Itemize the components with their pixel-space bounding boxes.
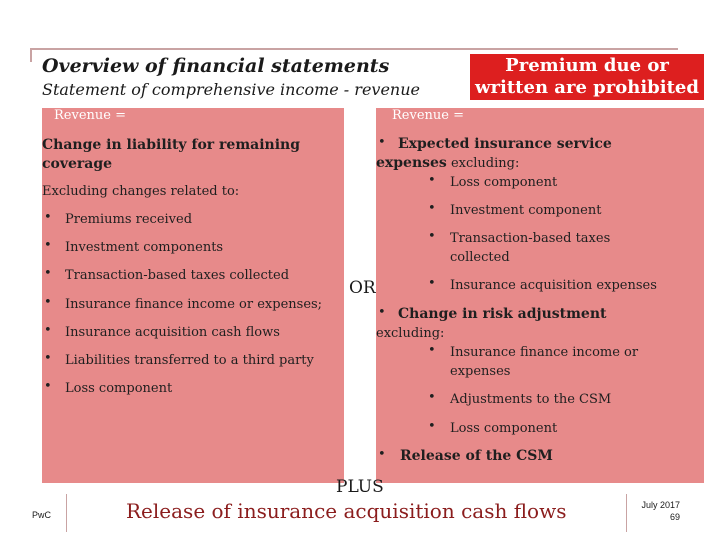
slide-subtitle: Statement of comprehensive income - revenue — [42, 80, 420, 99]
bullet-icon: • — [44, 295, 52, 310]
bullet-icon: • — [428, 276, 436, 291]
bullet-icon: • — [428, 419, 436, 434]
left-heading-line2: coverage — [42, 156, 113, 172]
risk-line1: Change in risk adjustment — [398, 306, 607, 322]
left-revenue-panel — [42, 108, 344, 483]
expected-item: Insurance acquisition expenses — [450, 278, 657, 293]
bullet-icon: • — [428, 173, 436, 188]
expected-item: Loss component — [450, 175, 558, 190]
expected-item: Transaction-based taxes — [450, 231, 611, 246]
expected-expenses-heading — [376, 135, 702, 173]
pwc-logo: PwC — [32, 510, 52, 520]
right-revenue-panel — [376, 108, 704, 483]
left-item: Insurance finance income or expenses; — [65, 297, 323, 312]
left-item: Insurance acquisition cash flows — [65, 325, 280, 340]
bullet-icon: • — [378, 305, 386, 320]
header-rule-tick — [30, 48, 32, 62]
risk-item: Loss component — [450, 421, 558, 436]
bullet-icon: • — [44, 379, 52, 394]
bullet-icon: • — [428, 343, 436, 358]
left-item: Liabilities transferred to a third party — [65, 353, 314, 368]
left-item: Transaction-based taxes collected — [65, 268, 290, 283]
premium-callout — [470, 54, 704, 100]
risk-item-cont: expenses — [450, 364, 511, 379]
premium-callout-line1: Premium due or — [505, 55, 669, 76]
bullet-icon: • — [378, 447, 386, 462]
premium-callout-line2: written are prohibited — [475, 77, 699, 98]
bullet-icon: • — [44, 323, 52, 338]
left-item: Loss component — [65, 381, 173, 396]
expected-item-cont: collected — [450, 250, 510, 265]
bullet-icon: • — [428, 201, 436, 216]
bullet-icon: • — [428, 229, 436, 244]
bullet-icon: • — [378, 135, 386, 150]
expected-line2-bold: expenses — [376, 155, 447, 171]
expected-line1: Expected insurance service — [398, 136, 612, 152]
footer-divider-right — [626, 494, 627, 532]
expected-line2-rest: excluding: — [446, 156, 520, 171]
footer-date: July 2017 — [641, 500, 680, 510]
left-heading-line1: Change in liability for remaining — [42, 137, 301, 153]
left-panel-label: Revenue = — [54, 108, 126, 123]
risk-item: Insurance finance income or — [450, 345, 639, 360]
bullet-icon: • — [44, 238, 52, 253]
bullet-icon: • — [428, 390, 436, 405]
header-rule — [30, 48, 678, 50]
bullet-icon: • — [44, 351, 52, 366]
or-connector: OR — [349, 278, 376, 298]
release-csm: Release of the CSM — [400, 448, 553, 464]
left-item: Premiums received — [65, 212, 193, 227]
plus-connector: PLUS — [336, 477, 384, 497]
bullet-icon: • — [44, 266, 52, 281]
left-item: Investment components — [65, 240, 224, 255]
right-panel-label: Revenue = — [392, 108, 464, 123]
footer-divider-left — [66, 494, 67, 532]
release-acquisition-cash-flows: Release of insurance acquisition cash flows — [126, 499, 567, 523]
risk-item: Adjustments to the CSM — [450, 392, 612, 407]
footer-date-page — [628, 499, 680, 523]
bullet-icon: • — [44, 210, 52, 225]
risk-line2: excluding: — [376, 326, 445, 341]
expected-item: Investment component — [450, 203, 602, 218]
left-excluding-text: Excluding changes related to: — [42, 184, 240, 199]
page-number: 69 — [669, 512, 680, 522]
slide-title: Overview of financial statements — [42, 55, 390, 77]
left-panel-heading — [42, 136, 332, 174]
risk-adjustment-heading — [376, 305, 702, 343]
